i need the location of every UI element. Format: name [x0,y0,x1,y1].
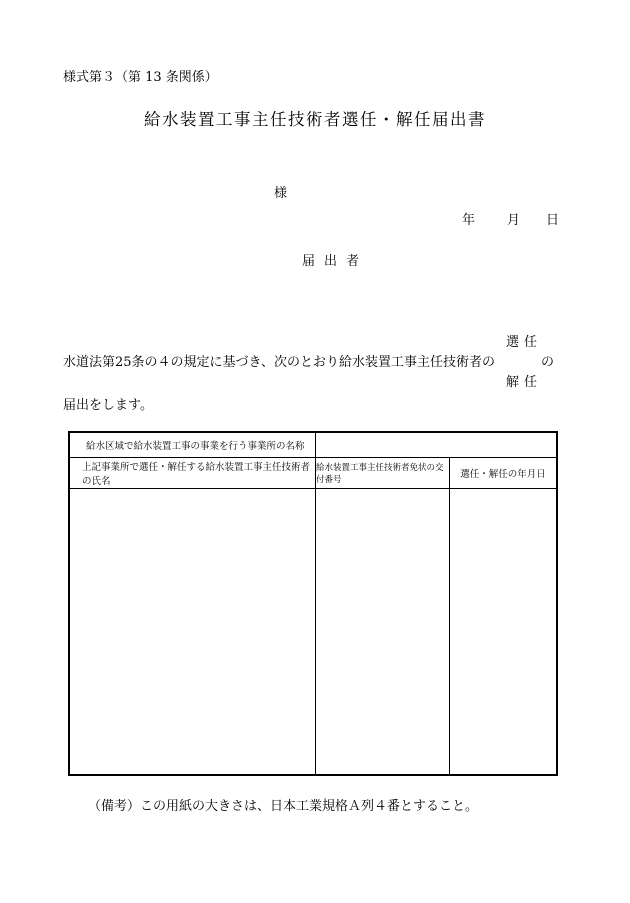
certificate-number-field[interactable] [316,489,450,774]
office-name-field[interactable] [316,433,556,458]
date-year-label: 年 [462,213,476,228]
notifier-label: 届出者 [302,254,369,269]
body-line-1: 水道法第25条の４の規定に基づき、次のとおり給水装置工事主任技術者の [63,355,496,370]
notification-table [68,431,558,776]
technician-name-field[interactable] [70,489,316,774]
header-appointment-date: 選任・解任の年月日 [450,458,556,489]
appointment-date-field[interactable] [450,489,556,774]
remarks-note: （備考）この用紙の大きさは、日本工業規格Ａ列４番とすること。 [88,799,479,814]
document-title: 給水装置工事主任技術者選任・解任届出書 [144,110,486,129]
header-certificate-number: 給水装置工事主任技術者免状の交付番号 [316,458,450,489]
option-dismiss: 解任 [506,375,543,390]
body-particle: の [541,355,555,370]
date-day-label: 日 [546,213,560,228]
header-technician-name: 上記事業所で選任・解任する給水装置工事主任技術者の氏名 [70,458,316,489]
date-month-label: 月 [507,213,521,228]
body-line-2: 届出をします。 [63,398,153,413]
form-number: 様式第３（第 13 条関係） [63,70,218,85]
office-name-label: 給水区域で給水装置工事の事業を行う事業所の名称 [70,433,316,458]
option-appoint: 選任 [506,335,543,350]
addressee-suffix: 様 [274,186,288,201]
